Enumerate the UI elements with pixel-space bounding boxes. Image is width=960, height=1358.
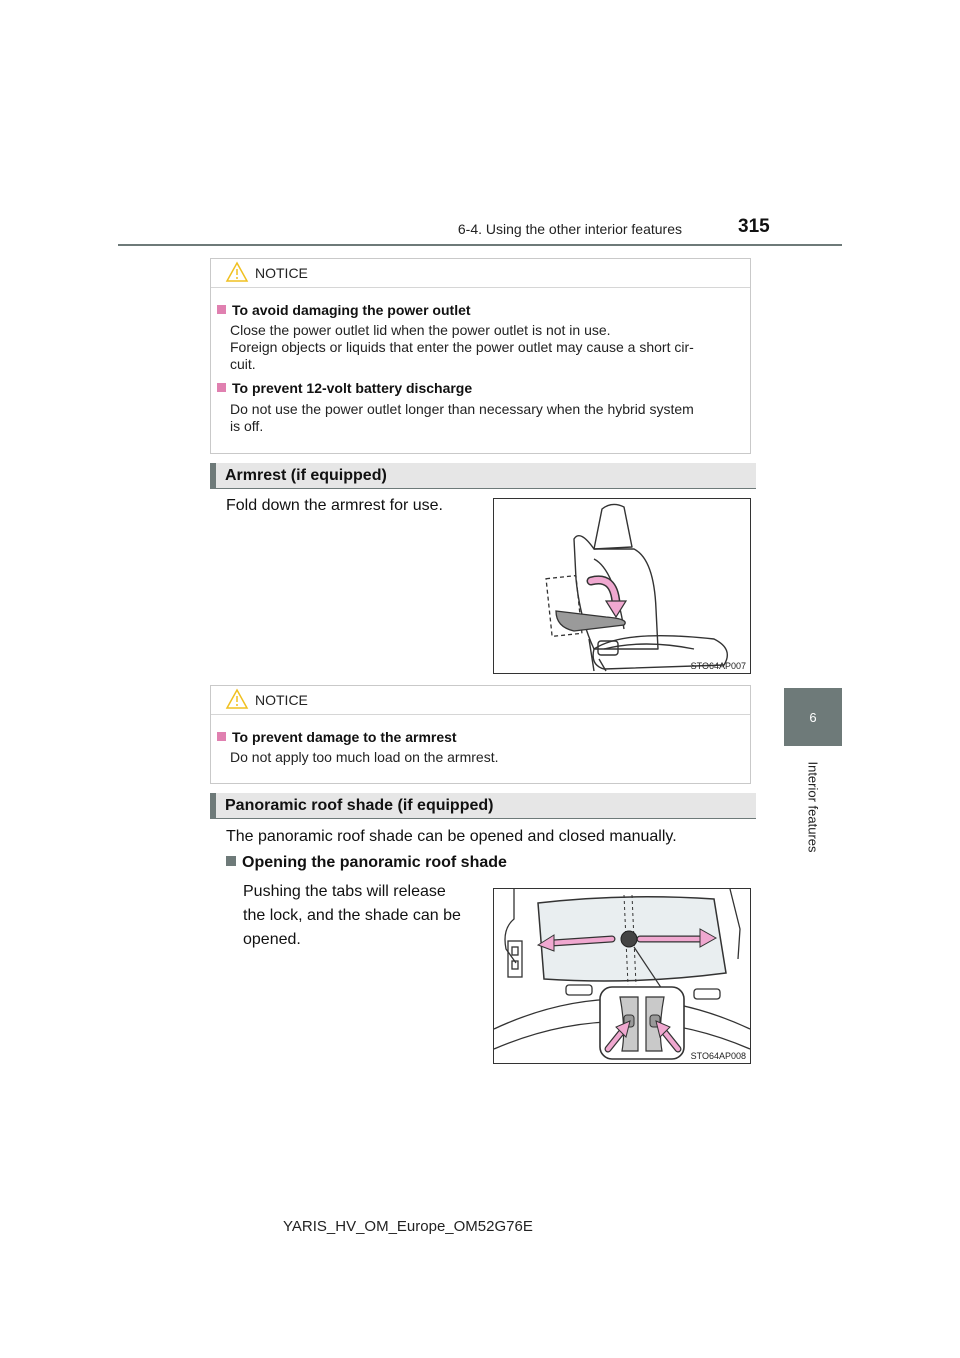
notice-item-title: To prevent damage to the armrest — [217, 729, 457, 745]
notice-box-power-outlet — [210, 258, 751, 454]
notice-box-armrest — [210, 685, 751, 784]
warning-icon — [225, 688, 249, 710]
armrest-text: Fold down the armrest for use. — [226, 497, 443, 514]
roof-shade-figure — [493, 888, 751, 1064]
section-heading-armrest: Armrest (if equipped) — [210, 463, 756, 489]
warning-icon — [225, 261, 249, 283]
roof-text: Pushing the tabs will release the lock, and the shade can be opened. — [243, 883, 461, 948]
section-title: 6-4. Using the other interior features — [457, 221, 682, 237]
notice-item-body: Close the power outlet lid when the power outlet is not in use. Foreign objects or liquids that enter the power outlet may cause a short cir- cuit. — [230, 322, 694, 372]
page-number: 315 — [738, 216, 770, 237]
roof-shade-illustration — [494, 889, 750, 1063]
notice-item-title: To prevent 12-volt battery discharge — [217, 380, 472, 396]
figure-code: STO64AP007 — [690, 661, 746, 671]
seat-armrest-illustration — [494, 499, 750, 673]
pink-square-bullet — [217, 732, 226, 741]
chapter-tab — [784, 688, 842, 746]
notice-item-body: Do not use the power outlet longer than necessary when the hybrid system is off. — [230, 401, 694, 434]
roof-subheading: Opening the panoramic roof shade — [226, 852, 507, 874]
notice-header — [211, 259, 750, 288]
figure-code: STO64AP008 — [690, 1051, 746, 1061]
notice-header — [211, 686, 750, 715]
section-heading-roof-shade: Panoramic roof shade (if equipped) — [210, 793, 756, 819]
notice-item-body: Do not apply too much load on the armrest. — [230, 749, 499, 765]
pink-square-bullet — [217, 305, 226, 314]
chapter-label-box — [784, 752, 842, 862]
pink-square-bullet — [217, 383, 226, 392]
roof-intro: The panoramic roof shade can be opened and closed manually. — [226, 828, 677, 845]
chapter-number: 6 — [809, 709, 817, 725]
document-code: YARIS_HV_OM_Europe_OM52G76E — [283, 1218, 533, 1235]
armrest-figure — [493, 498, 751, 674]
notice-item-title: To avoid damaging the power outlet — [217, 302, 471, 318]
chapter-label: Interior features — [805, 761, 821, 853]
square-bullet — [226, 856, 236, 866]
notice-label: NOTICE — [255, 265, 308, 281]
header-rule — [118, 244, 842, 246]
notice-label: NOTICE — [255, 692, 308, 708]
